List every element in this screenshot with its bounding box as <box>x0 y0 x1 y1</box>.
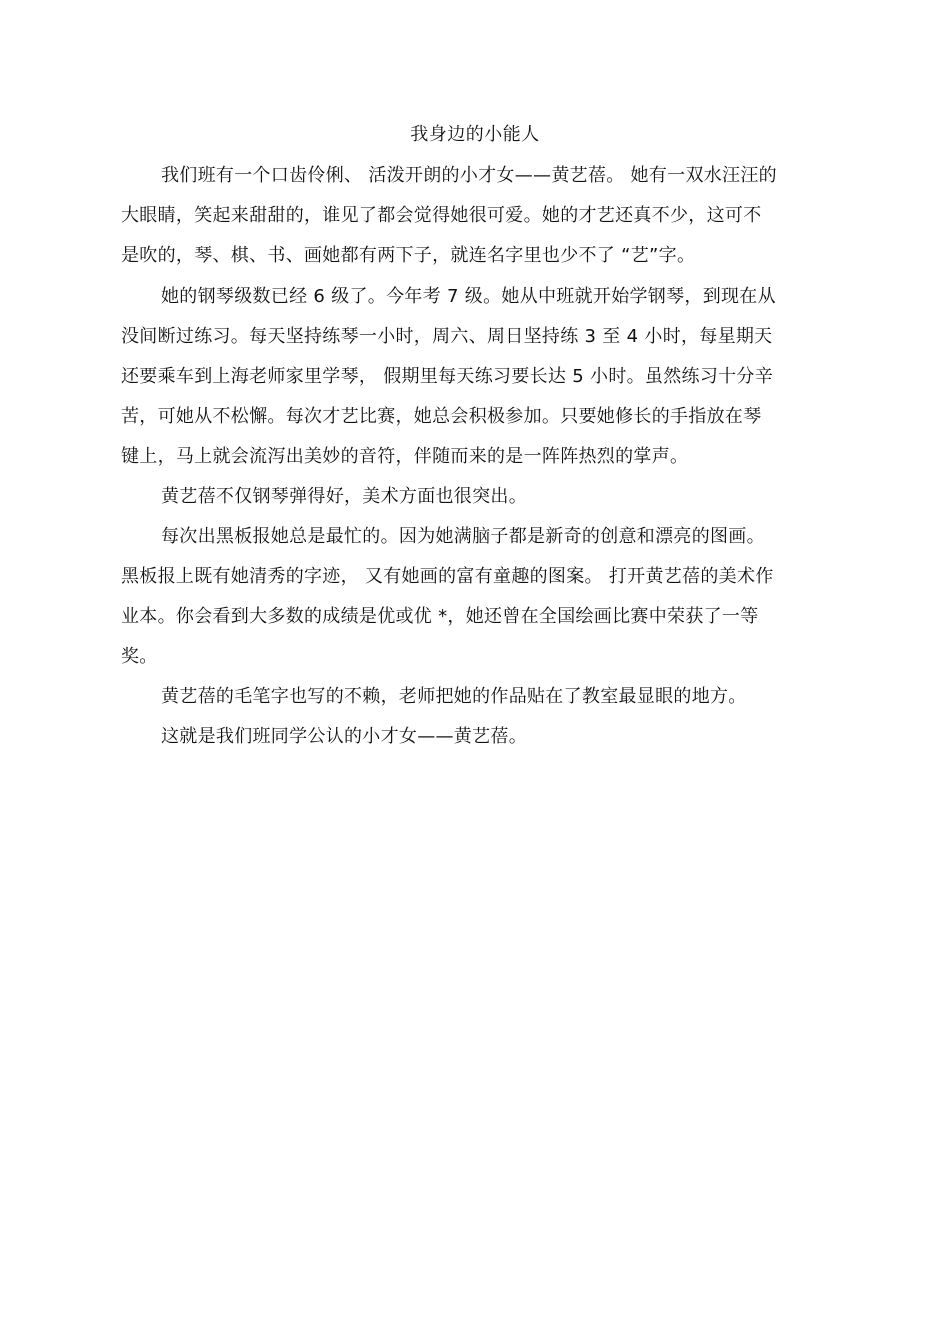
text-line-7: 苦，可她从不松懈。每次才艺比赛，她总会积极参加。只要她修长的手指放在琴 <box>121 406 762 427</box>
text-line-6: 还要乘车到上海老师家里学琴， 假期里每天练习要长达 5 小时。虽然练习十分辛 <box>121 366 774 387</box>
text-line-9: 黄艺蓓不仅钢琴弹得好，美术方面也很突出。 <box>161 486 527 507</box>
text-line-1: 我们班有一个口齿伶俐、 活泼开朗的小才女——黄艺蓓。 她有一双水汪汪的 <box>161 165 777 186</box>
text-line-4: 她的钢琴级数已经 6 级了。今年考 7 级。她从中班就开始学钢琴，到现在从 <box>161 286 776 307</box>
text-line-3: 是吹的，琴、棋、书、画她都有两下子，就连名字里也少不了 “艺”字。 <box>121 245 696 266</box>
text-line-10: 每次出黑板报她总是最忙的。因为她满脑子都是新奇的创意和漂亮的图画。 <box>161 526 765 547</box>
text-line-11: 黑板报上既有她清秀的字迹， 又有她画的富有童趣的图案。 打开黄艺蓓的美术作 <box>121 566 774 587</box>
text-line-12: 业本。你会看到大多数的成绩是优或优 *，她还曾在全国绘画比赛中荣获了一等 <box>121 606 759 627</box>
text-line-2: 大眼睛，笑起来甜甜的，谁见了都会觉得她很可爱。她的才艺还真不少，这可不 <box>121 205 762 226</box>
text-line-15: 这就是我们班同学公认的小才女——黄艺蓓。 <box>161 726 527 747</box>
text-line-5: 没间断过练习。每天坚持练琴一小时，周六、周日坚持练 3 至 4 小时，每星期天 <box>121 326 773 347</box>
text-line-8: 键上，马上就会流泻出美妙的音符，伴随而来的是一阵阵热烈的掌声。 <box>121 446 689 467</box>
text-line-14: 黄艺蓓的毛笔字也写的不赖，老师把她的作品贴在了教室最显眼的地方。 <box>161 686 747 707</box>
text-line-13: 奖。 <box>121 646 158 667</box>
essay-title: 我身边的小能人 <box>410 124 540 145</box>
